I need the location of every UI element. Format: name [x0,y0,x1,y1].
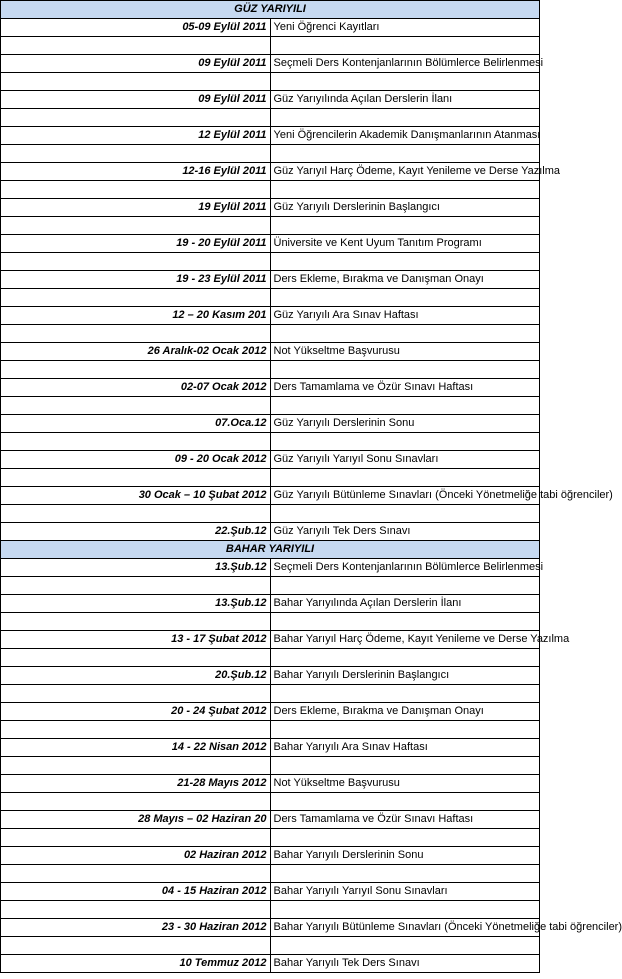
event-date: 05-09 Eylül 2011 [1,19,271,37]
event-description: Ders Tamamlama ve Özür Sınavı Haftası [270,811,540,829]
spacer-row [1,937,540,955]
empty-cell [1,865,271,883]
empty-cell [1,253,271,271]
calendar-row [1,739,540,757]
empty-cell [270,109,540,127]
empty-cell [1,901,271,919]
empty-cell [1,145,271,163]
calendar-row [1,55,540,73]
empty-cell [270,361,540,379]
event-date: 26 Aralık-02 Ocak 2012 [1,343,271,361]
section-header-row [1,541,540,559]
calendar-row [1,559,540,577]
event-date: 28 Mayıs – 02 Haziran 20 [1,811,271,829]
spacer-row [1,685,540,703]
event-description: Güz Yarıyılı Derslerinin Başlangıcı [270,199,540,217]
event-date: 12 Eylül 2011 [1,127,271,145]
empty-cell [1,325,271,343]
event-date: 19 - 23 Eylül 2011 [1,271,271,289]
calendar-row [1,415,540,433]
calendar-row [1,595,540,613]
event-description: Güz Yarıyılı Derslerinin Sonu [270,415,540,433]
event-description: Ders Ekleme, Bırakma ve Danışman Onayı [270,271,540,289]
event-description: Bahar Yarıyılı Tek Ders Sınavı [270,955,540,973]
empty-cell [1,433,271,451]
empty-cell [1,577,271,595]
empty-cell [1,361,271,379]
empty-cell [270,325,540,343]
event-date: 13.Şub.12 [1,559,271,577]
empty-cell [270,937,540,955]
spacer-row [1,361,540,379]
event-date: 13.Şub.12 [1,595,271,613]
empty-cell [1,829,271,847]
event-date: 02-07 Ocak 2012 [1,379,271,397]
spacer-row [1,289,540,307]
spacer-row [1,109,540,127]
empty-cell [270,289,540,307]
empty-cell [270,793,540,811]
event-date: 10 Temmuz 2012 [1,955,271,973]
calendar-row [1,811,540,829]
event-date: 09 - 20 Ocak 2012 [1,451,271,469]
event-date: 07.Oca.12 [1,415,271,433]
calendar-row [1,379,540,397]
event-date: 04 - 15 Haziran 2012 [1,883,271,901]
event-date: 02 Haziran 2012 [1,847,271,865]
event-description: Güz Yarıyılında Açılan Derslerin İlanı [270,91,540,109]
spacer-row [1,613,540,631]
spacer-row [1,37,540,55]
empty-cell [270,829,540,847]
calendar-row [1,919,540,937]
calendar-row [1,487,540,505]
event-description: Güz Yarıyılı Tek Ders Sınavı [270,523,540,541]
empty-cell [1,793,271,811]
calendar-row [1,127,540,145]
empty-cell [270,469,540,487]
spacer-row [1,757,540,775]
empty-cell [1,685,271,703]
event-date: 09 Eylül 2011 [1,91,271,109]
empty-cell [270,649,540,667]
spacer-row [1,433,540,451]
calendar-row [1,163,540,181]
spacer-row [1,793,540,811]
calendar-row [1,307,540,325]
calendar-row [1,343,540,361]
empty-cell [1,37,271,55]
event-description: Bahar Yarıyılında Açılan Derslerin İlanı [270,595,540,613]
spacer-row [1,901,540,919]
empty-cell [270,397,540,415]
empty-cell [1,217,271,235]
event-description: Güz Yarıyılı Yarıyıl Sonu Sınavları [270,451,540,469]
empty-cell [270,145,540,163]
spacer-row [1,469,540,487]
calendar-row [1,631,540,649]
spacer-row [1,217,540,235]
empty-cell [270,433,540,451]
event-description: Bahar Yarıyıl Harç Ödeme, Kayıt Yenileme ve Derse Yazılma [270,631,540,649]
calendar-row [1,703,540,721]
empty-cell [1,505,271,523]
event-date: 09 Eylül 2011 [1,55,271,73]
empty-cell [1,649,271,667]
empty-cell [270,721,540,739]
event-date: 19 - 20 Eylül 2011 [1,235,271,253]
event-description: Not Yükseltme Başvurusu [270,775,540,793]
empty-cell [1,289,271,307]
calendar-row [1,199,540,217]
empty-cell [1,109,271,127]
event-description: Güz Yarıyılı Bütünleme Sınavları (Önceki Yönetmeliğe tabi öğrenciler) [270,487,540,505]
empty-cell [270,685,540,703]
empty-cell [270,901,540,919]
event-description: Bahar Yarıyılı Derslerinin Başlangıcı [270,667,540,685]
empty-cell [1,757,271,775]
event-date: 20.Şub.12 [1,667,271,685]
empty-cell [270,217,540,235]
spacer-row [1,73,540,91]
spacer-row [1,721,540,739]
empty-cell [270,757,540,775]
empty-cell [270,253,540,271]
spacer-row [1,577,540,595]
spacer-row [1,253,540,271]
event-description: Not Yükseltme Başvurusu [270,343,540,361]
spacer-row [1,181,540,199]
empty-cell [1,469,271,487]
spacer-row [1,865,540,883]
event-description: Bahar Yarıyılı Bütünleme Sınavları (Önceki Yönetmeliğe tabi öğrenciler) [270,919,540,937]
event-date: 13 - 17 Şubat 2012 [1,631,271,649]
empty-cell [1,397,271,415]
empty-cell [270,73,540,91]
calendar-row [1,847,540,865]
section-title: GÜZ YARIYILI [1,1,540,19]
calendar-row [1,667,540,685]
event-date: 12 – 20 Kasım 201 [1,307,271,325]
event-date: 30 Ocak – 10 Şubat 2012 [1,487,271,505]
section-header-row [1,1,540,19]
empty-cell [1,73,271,91]
event-description: Bahar Yarıyılı Derslerinin Sonu [270,847,540,865]
empty-cell [1,613,271,631]
event-date: 21-28 Mayıs 2012 [1,775,271,793]
empty-cell [270,505,540,523]
event-date: 14 - 22 Nisan 2012 [1,739,271,757]
calendar-row [1,523,540,541]
empty-cell [270,577,540,595]
event-description: Güz Yarıyılı Ara Sınav Haftası [270,307,540,325]
event-description: Yeni Öğrencilerin Akademik Danışmanlarının Atanması [270,127,540,145]
spacer-row [1,145,540,163]
empty-cell [270,613,540,631]
event-description: Güz Yarıyıl Harç Ödeme, Kayıt Yenileme ve Derse Yazılma [270,163,540,181]
empty-cell [270,37,540,55]
section-title: BAHAR YARIYILI [1,541,540,559]
event-description: Ders Ekleme, Bırakma ve Danışman Onayı [270,703,540,721]
event-date: 20 - 24 Şubat 2012 [1,703,271,721]
event-description: Üniversite ve Kent Uyum Tanıtım Programı [270,235,540,253]
event-description: Ders Tamamlama ve Özür Sınavı Haftası [270,379,540,397]
calendar-row [1,451,540,469]
calendar-row [1,271,540,289]
event-description: Yeni Öğrenci Kayıtları [270,19,540,37]
event-date: 22.Şub.12 [1,523,271,541]
calendar-row [1,955,540,973]
event-description: Bahar Yarıyılı Ara Sınav Haftası [270,739,540,757]
spacer-row [1,505,540,523]
calendar-body [1,1,622,973]
event-description: Seçmeli Ders Kontenjanlarının Bölümlerce Belirlenmesi [270,55,540,73]
empty-cell [1,937,271,955]
spacer-row [1,325,540,343]
event-description: Bahar Yarıyılı Yarıyıl Sonu Sınavları [270,883,540,901]
spacer-row [1,649,540,667]
calendar-row [1,775,540,793]
spacer-row [1,397,540,415]
calendar-row [1,235,540,253]
empty-cell [270,181,540,199]
event-date: 19 Eylül 2011 [1,199,271,217]
event-date: 12-16 Eylül 2011 [1,163,271,181]
empty-cell [1,721,271,739]
calendar-row [1,883,540,901]
spacer-row [1,829,540,847]
empty-cell [270,865,540,883]
calendar-row [1,19,540,37]
empty-cell [1,181,271,199]
calendar-row [1,91,540,109]
event-date: 23 - 30 Haziran 2012 [1,919,271,937]
event-description: Seçmeli Ders Kontenjanlarının Bölümlerce Belirlenmesi [270,559,540,577]
